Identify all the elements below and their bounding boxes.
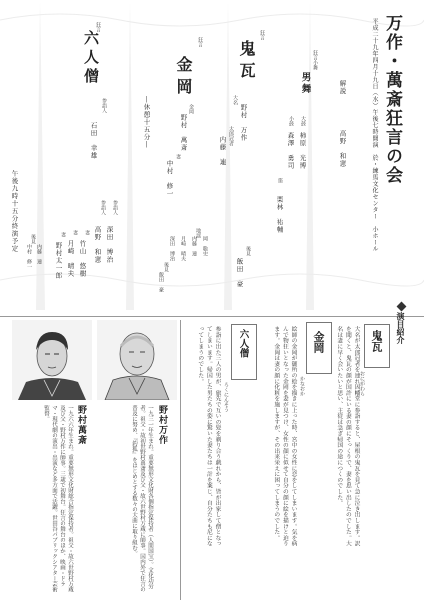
program-3-name-3: 飯田 豪 [235, 258, 244, 288]
program-4-chorus-1: 岡 聡史 [202, 236, 208, 256]
highlight-1-reading: おにがわら [359, 371, 365, 396]
program-3-role-2: 太郎冠者 [228, 126, 234, 146]
program-4-title: 金岡 [174, 56, 193, 100]
program-4-role-3: 後見 [163, 262, 169, 272]
photo-nomura-mansaku [97, 320, 177, 400]
program-4-chorus-label: 地謡 [195, 228, 201, 238]
section-divider [0, 316, 424, 317]
program-4-chorus-4: 深田 博治 [169, 236, 175, 261]
profile-2-name: 野村萬斎 [76, 405, 86, 445]
program-3-name-1: 野村 万作 [239, 104, 248, 142]
intermission-text: ―休憩十五分― [142, 96, 151, 149]
program-2-name-2: 森澤 勇司 [286, 132, 295, 170]
program-4-role-2: 妻 [175, 154, 181, 159]
highlight-1-text: 大名が太郎冠者を連れ因幡堂に参詣すると、屋根の鬼瓦を見て急に泣き出します。訳を聞くと、鬼瓦の顔が国許にいる妻の顔にそっくりで、妻を思い出したのでした。大名は妻に早く会いたいと思い、主従は急ぎ帰国の途につくのでした。 [335, 326, 359, 547]
program-5-role-5: 妻 [72, 230, 78, 235]
program-2-role-1: 大鼓 [300, 116, 306, 126]
program-5-name-3: 高野 和憲 [93, 226, 102, 264]
highlight-2-reading: かなおか [299, 376, 305, 396]
program-2-name-1: 柿原 光博 [298, 132, 307, 170]
highlight-2-title-box [306, 322, 332, 374]
program-5-name-1: 石田 幸雄 [89, 122, 98, 160]
profile-2-text: 一九六六年生まれ。重要無形文化財総合指定保持者。祖父・故六世野村万蔵及び父・野村万作に師事。三歳で初舞台。狂言の舞台のほか、映画・ドラマ・現代劇の演出・出演など多方面で活躍。世田谷パブリックシアター芸術監督。 [43, 405, 73, 592]
highlight-2-text: 絵師の金岡が御所の絵を描きに上った時、宮中の女性に恋をしてしまいます。気を病んで物狂いとなった金岡を妻が見つけ、女性の顔に似せて自分の顔に絵を描けと迫ります。金岡は妻の顔に化粧を施しますが、その出来栄えに困ってしまうのでした。 [272, 326, 296, 547]
program-5-role-7: 後見 [30, 234, 36, 244]
profile-1-text: 一九三一年生まれ。重要無形文化財各個指定保持者（人間国宝）。文化功労者。祖父・故初世野村萬斎及び父・故六世野村万蔵に師事。国内外で狂言の普及に努め、『釣狐』をはじめとする数々の大曲に取り組む。 [131, 405, 153, 592]
highlights-label: 演目紹介 [396, 312, 406, 344]
program-5-subtitle: 狂言 [95, 22, 101, 32]
program-5-role-2: 参詣人 [112, 200, 118, 215]
highlight-3-reading: ろくにんそう [223, 382, 229, 412]
program-4-name-2: 中村 修一 [165, 160, 174, 198]
highlight-3-title: 六人僧 [237, 329, 249, 358]
program-2-role-3: 笛 [277, 178, 283, 183]
highlight-1-title: 鬼瓦 [370, 330, 383, 352]
program-3-subtitle: 狂言 [259, 30, 265, 40]
highlight-3-title-box [231, 324, 257, 380]
highlight-2-title: 金岡 [312, 331, 325, 353]
program-5-role-1: 参詣人 [101, 98, 107, 113]
event-title: 万作・萬斎狂言の会 [382, 14, 402, 185]
column-divider [180, 320, 181, 600]
program-5-name-5: 月崎 晴夫 [66, 240, 75, 278]
highlight-1-title-box [364, 324, 390, 368]
program-5-role-6: 妻 [60, 232, 66, 237]
program-5-name-7: 内藤 連 [36, 244, 42, 264]
program-3-name-2: 内藤 連 [218, 136, 227, 166]
program-2-title: 男舞 [299, 72, 311, 95]
program-5-name-4: 竹山 悠樹 [78, 240, 87, 278]
program-2-name-3: 栗林 祐輔 [275, 196, 284, 234]
program-4-chorus-3: 月崎 晴夫 [180, 236, 186, 261]
program-5-role-3: 参詣人 [100, 200, 106, 215]
program-3-role-3: 後見 [245, 246, 251, 256]
program-5-role-4: 妻 [84, 230, 90, 235]
end-time: 午後九時十五分終演予定 [10, 170, 19, 253]
program-3-role-1: 大名 [232, 95, 238, 105]
program-3-title: 鬼瓦 [237, 40, 256, 84]
program-4-chorus-2: 内藤 連 [191, 236, 197, 256]
program-4-role-1: 金岡 [188, 104, 194, 114]
event-date-venue: 平成二十九年四月十九日（水）午後七時開演 於・練馬文化センター 小ホール [371, 18, 378, 252]
program-2-subtitle: 狂言小舞 [312, 50, 318, 70]
program-2-role-2: 小鼓 [288, 116, 294, 126]
program-1-title: 解説 [338, 80, 347, 95]
program-5-name-6: 野村太一郎 [54, 242, 63, 280]
highlight-3-text: 参詣に出た三人の男が、旅先で互いの髪を剃り合う戯れから、皆が出家して僧となってしまいます。帰国した男たちの姿に驚いた妻たちは一計を案じ、自分たちも尼になってしまうのでした。 [196, 326, 220, 547]
program-4-name-3: 飯田 豪 [158, 272, 164, 292]
program-5-title: 六人僧 [82, 30, 100, 87]
photo-nomura-mansai [12, 320, 92, 400]
program-4-name-1: 野村 萬斎 [179, 114, 188, 152]
profile-1-name: 野村万作 [157, 405, 167, 445]
program-5-name-8: 中村 修一 [26, 244, 32, 269]
program-5-name-2: 深田 博治 [105, 226, 114, 264]
program-1-name: 高野 和憲 [338, 130, 347, 168]
program-4-subtitle: 狂言 [197, 37, 203, 47]
